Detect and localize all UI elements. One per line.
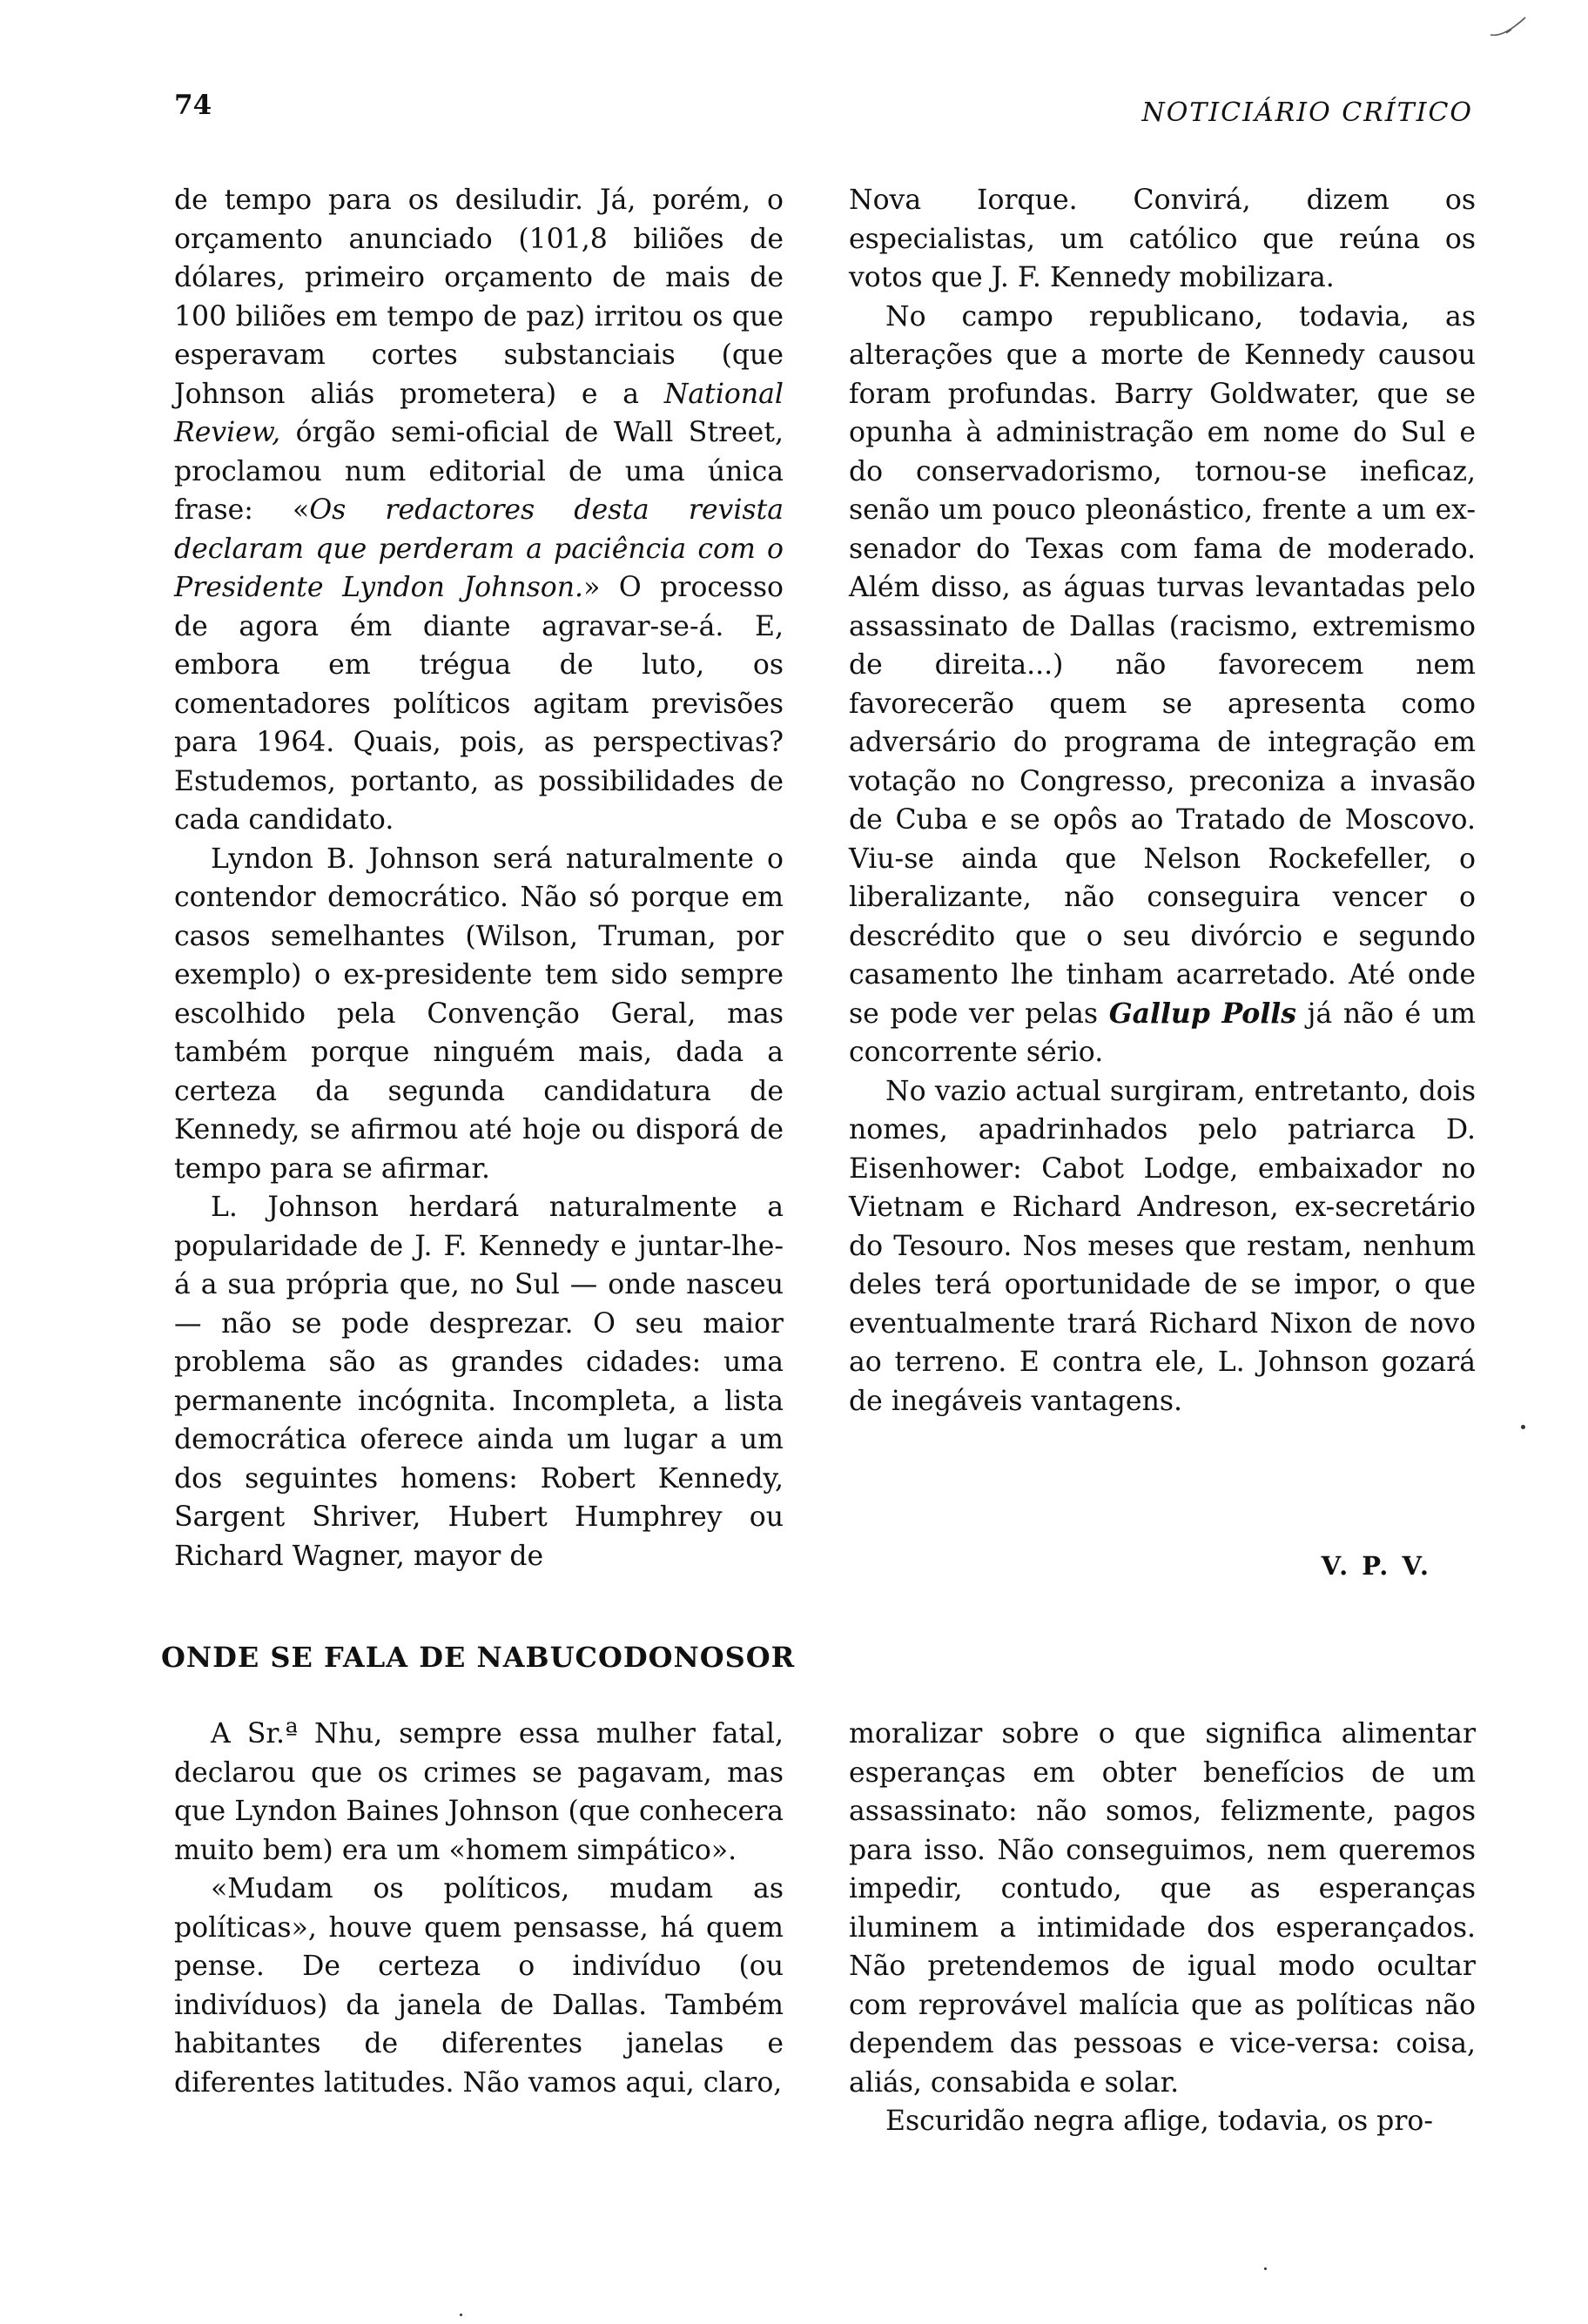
article2-left-paragraph-1: A Sr.ª Nhu, sempre essa mulher fatal, declarou que os crimes se pagavam, mas que Lyndon Baines Johnson (que conhecera muito bem) era um «homem simpático». [174,1718,784,1866]
section-heading: ONDE SE FALA DE NABUCODONOSOR [161,1641,796,1674]
publication-name: National Review, [174,378,784,448]
article2-right-column [849,1715,1476,2141]
article1-right-paragraph-3: No vazio actual surgiram, entretanto, dois nomes, apadrinhados pelo patriarca D. Eisenhower: Cabot Lodge, embaixador no Vietnam e Richard Andreson, ex-secretário do Tesouro. Nos meses que restam, nenhum deles terá oportunidade de se impor, o que eventualmente trará Richard Nixon de novo ao terreno. E contra ele, L. Johnson gozará de inegáveis vantagens. [849,1075,1476,1417]
text-run: órgão semi-oficial de Wall Street, proclamou num editorial de uma única frase: « [174,417,784,526]
editorial-quote: Os redactores desta revista declaram que perderam a paciência com o Presidente Lyndon Johnson. [174,494,784,603]
text-run: » O processo de agora ém diante agravar-se-á. E, embora em trégua de luto, os comentadores políticos agitam previsões para 1964. Quais, pois, as perspectivas? Estudemos, portanto, as possibilidades de cada candidato. [174,572,784,836]
article2-right-paragraph-1: moralizar sobre o que significa alimentar esperanças em obter benefícios de um assassinato: não somos, felizmente, pagos para isso. Não conseguimos, nem queremos impedir, contudo, que as esperanças iluminem a intimidade dos esperançados. Não pretendemos de igual modo ocultar com reprovável malícia que as políticas não dependem das pessoas e vice-versa: coisa, aliás, consabida e solar. [849,1718,1476,2099]
page-number: 74 [174,90,212,121]
ink-speck [460,2314,462,2316]
article1-right-paragraph-1: Nova Iorque. Convirá, dizem os especialistas, um católico que reúna os votos que J. F. Kennedy mobilizara. [849,185,1476,293]
pencil-mark-icon [1489,16,1527,40]
article1-left-paragraph-2: Lyndon B. Johnson será naturalmente o contendor democrático. Não só porque em casos semelhantes (Wilson, Truman, por exemplo) o ex-presidente tem sido sempre escolhido pela Convenção Geral, mas também porque ninguém mais, dada a certeza da segunda candidatura de Kennedy, se afirmou até hoje ou disporá de tempo para se afirmar. [174,843,784,1185]
text-run: de tempo para os desiludir. Já, porém, o orçamento anunciado (101,8 biliões de dólares, primeiro orçamento de mais de 100 biliões em tempo de paz) irritou os que esperavam cortes substanciais (que Johnson aliás prometera) e a [174,185,784,410]
running-title: NOTICIÁRIO CRÍTICO [1141,97,1473,128]
article2-left-column [174,1715,784,2102]
author-signature: V. P. V. [1321,1551,1431,1581]
article1-right-column [849,181,1476,1421]
ink-speck [1521,1425,1525,1429]
article1-left-paragraph-1 [174,181,784,840]
article1-left-column [174,181,784,1575]
gallup-polls: Gallup Polls [1108,997,1296,1030]
article1-right-paragraph-2 [849,298,1476,1072]
article1-left-paragraph-3: L. Johnson herdará naturalmente a popularidade de J. F. Kennedy e juntar-lhe-á a sua própria que, no Sul — onde nasceu — não se pode desprezar. O seu maior problema são as grandes cidades: uma permanente incógnita. Incompleta, a lista democrática oferece ainda um lugar a um dos seguintes homens: Robert Kennedy, Sargent Shriver, Hubert Humphrey ou Richard Wagner, mayor de [174,1192,784,1572]
article2-right-paragraph-2: Escuridão negra aflige, todavia, os pro- [885,2106,1434,2137]
text-run: já não é um concorrente sério. [849,997,1476,1068]
article2-left-paragraph-2: «Mudam os políticos, mudam as políticas», houve quem pensasse, há quem pense. De certeza o indivíduo (ou indivíduos) da janela de Dallas. Também habitantes de diferentes janelas e diferentes latitudes. Não vamos aqui, claro, [174,1873,784,2099]
ink-speck [1264,2267,1267,2270]
text-run: No campo republicano, todavia, as alterações que a morte de Kennedy causou foram profundas. Barry Goldwater, que se opunha à administração em nome do Sul e do conservadorismo, tornou-se ineficaz, senão um pouco pleonástico, frente a um ex-senador do Texas com fama de moderado. Além disso, as águas turvas levantadas pelo assassinato de Dallas (racismo, extremismo de direita...) não favorecem nem favorecerão quem se apresenta como adversário do programa de integração em votação no Congresso, preconiza a invasão de Cuba e se opôs ao Tratado de Moscovo. Viu-se ainda que Nelson Rockefeller, o liberalizante, não conseguira vencer o descrédito que o seu divórcio e segundo casamento lhe tinham acarretado. Até onde se pode ver pelas [849,300,1476,1030]
